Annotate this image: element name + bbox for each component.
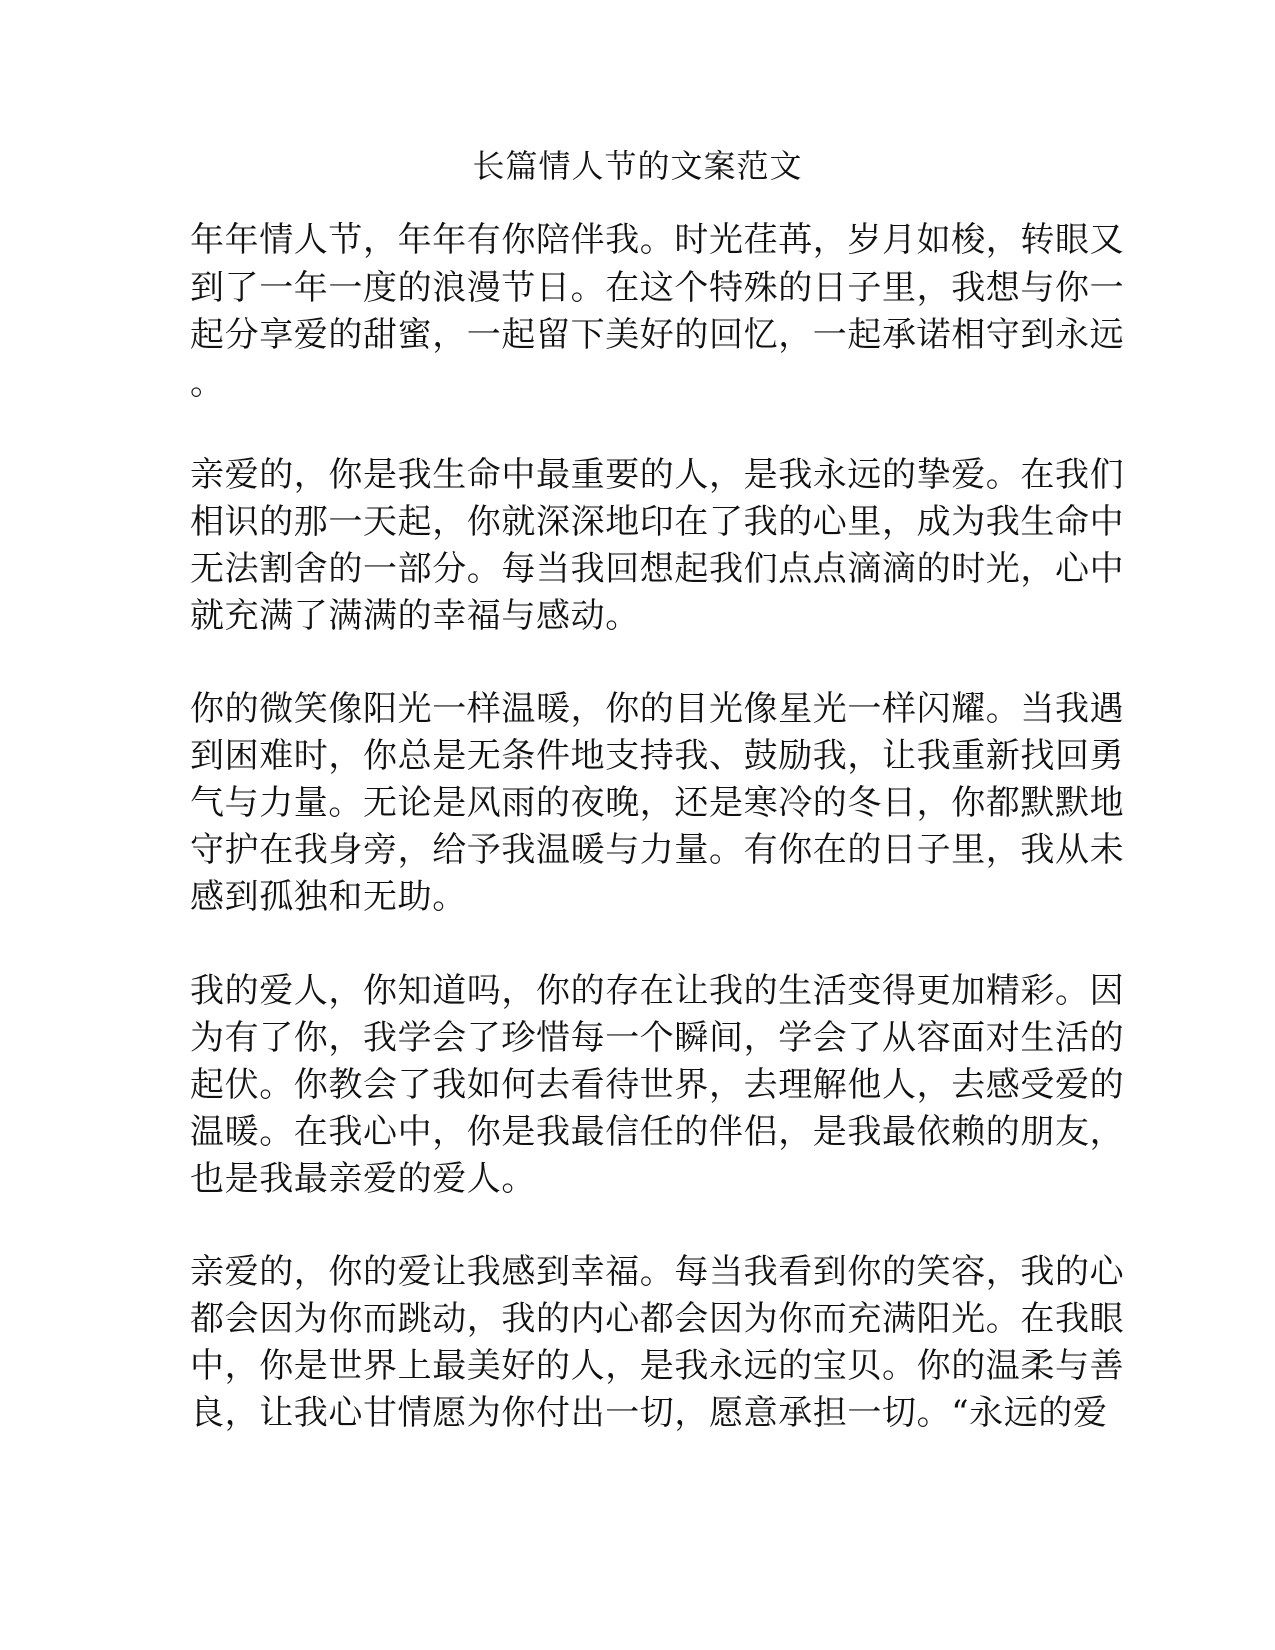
paragraph-5-line-3: 中，你是世界上最美好的人，是我永远的宝贝。你的温柔与善	[190, 1346, 1125, 1386]
paragraph-1-line-4: 。	[190, 363, 225, 403]
paragraph-2-line-1: 亲爱的，你是我生命中最重要的人，是我永远的挚爱。在我们	[190, 455, 1125, 495]
paragraph-3-line-1: 你的微笑像阳光一样温暖，你的目光像星光一样闪耀。当我遇	[190, 689, 1125, 729]
paragraph-3-line-2: 到困难时，你总是无条件地支持我、鼓励我，让我重新找回勇	[190, 736, 1125, 776]
paragraph-1-line-1: 年年情人节，年年有你陪伴我。时光荏苒，岁月如梭，转眼又	[190, 220, 1125, 260]
paragraph-4-line-5: 也是我最亲爱的爱人。	[190, 1159, 536, 1199]
paragraph-4-line-2: 为有了你，我学会了珍惜每一个瞬间，学会了从容面对生活的	[190, 1018, 1125, 1058]
paragraph-5-line-1: 亲爱的，你的爱让我感到幸福。每当我看到你的笑容，我的心	[190, 1252, 1125, 1292]
paragraph-4-line-1: 我的爱人，你知道吗，你的存在让我的生活变得更加精彩。因	[190, 971, 1125, 1011]
paragraph-2-line-4: 就充满了满满的幸福与感动。	[190, 596, 640, 636]
document-title: 长篇情人节的文案范文	[472, 147, 803, 185]
paragraph-3-line-3: 气与力量。无论是风雨的夜晚，还是寒冷的冬日，你都默默地	[190, 783, 1125, 823]
paragraph-3-line-4: 守护在我身旁，给予我温暖与力量。有你在的日子里，我从未	[190, 830, 1125, 870]
paragraph-2-line-3: 无法割舍的一部分。每当我回想起我们点点滴滴的时光，心中	[190, 549, 1125, 589]
paragraph-4-line-4: 温暖。在我心中，你是我最信任的伴侣，是我最依赖的朋友，	[190, 1112, 1125, 1152]
paragraph-5-line-2: 都会因为你而跳动，我的内心都会因为你而充满阳光。在我眼	[190, 1299, 1125, 1339]
paragraph-2-line-2: 相识的那一天起，你就深深地印在了我的心里，成为我生命中	[190, 502, 1125, 542]
paragraph-1-line-3: 起分享爱的甜蜜，一起留下美好的回忆，一起承诺相守到永远	[190, 315, 1125, 355]
paragraph-5-line-4: 良，让我心甘情愿为你付出一切，愿意承担一切。“永远的爱	[190, 1393, 1108, 1433]
paragraph-3-line-5: 感到孤独和无助。	[190, 877, 467, 917]
paragraph-4-line-3: 起伏。你教会了我如何去看待世界，去理解他人，去感受爱的	[190, 1065, 1125, 1105]
paragraph-1-line-2: 到了一年一度的浪漫节日。在这个特殊的日子里，我想与你一	[190, 268, 1125, 308]
